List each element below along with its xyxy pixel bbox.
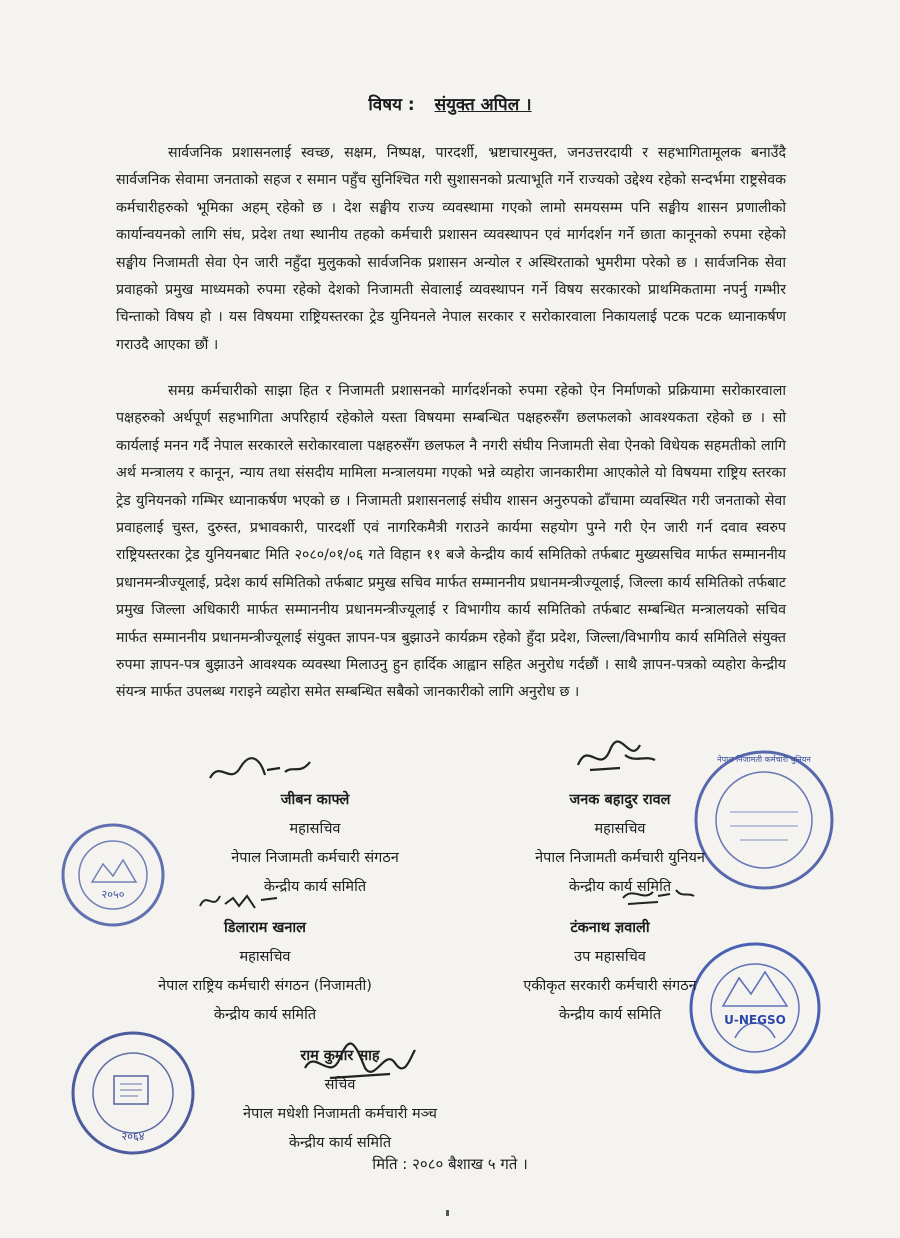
signatory-title: महासचिव [289,821,341,837]
signatory-name: जीबन काफ्ले [280,792,350,808]
signatory-committee: केन्द्रीय कार्य समिति [213,1007,317,1023]
signatory-title: सचिव [324,1077,356,1093]
seal-left-top-text: २०५० [101,888,125,901]
signatory-title: महासचिव [594,821,646,837]
signatory-committee: केन्द्रीय कार्य समिति [558,1007,662,1023]
signatory-block-3 [100,914,430,1030]
paragraph-2: समग्र कर्मचारीको साझा हित र निजामती प्रशासनको मार्गदर्शनको रुपमा रहेको ऐन निर्माणको प्रक्रियामा सरोकारवाला पक्षहरुको अर्थपूर्ण सहभागिता अपरिहार्य रहेकोले यस्ता विषयमा सम्बन्धित पक्षहरुसँग छलफलको आवश्यकता रहेको छ । सो कार्यलाई मनन गर्दै नेपाल सरकारले सरोकारवाला पक्षहरुसँग छलफल नै नगरी संघीय निजामती सेवा ऐनको विधेयक सहमतीको लागि अर्थ मन्त्रालय र कानून, न्याय तथा संसदीय मामिला मन्त्रालयमा गएको भन्ने व्यहोरा जानकारीमा आएकोले यो विषयमा राष्ट्रिय स्तरका ट्रेड युनियनको गम्भिर ध्यानाकर्षण भएको छ । निजामती प्रशासनलाई संघीय शासन अनुरुपको ढाँचामा व्यवस्थित गरी जनताको सेवा प्रवाहलाई चुस्त, दुरुस्त, प्रभावकारी, पारदर्शी एवं नागरिकमैत्री गराउने कार्यमा सहयोग पुग्ने गरी ऐन जारी गर्न दवाव स्वरुप राष्ट्रियस्तरका ट्रेड युनियनबाट मिति २०८०/०१/०६ गते विहान ११ बजे केन्द्रीय कार्य समितिको तर्फबाट मुख्यसचिव मार्फत सम्माननीय प्रधानमन्त्रीज्यूलाई, प्रदेश कार्य समितिको तर्फबाट प्रमुख सचिव मार्फत सम्माननीय प्रधानमन्त्रीज्यूलाई, जिल्ला कार्य समितिको तर्फबाट प्रमुख जिल्ला अधिकारी मार्फत सम्माननीय प्रधानमन्त्रीज्यूलाई र विभागीय कार्य समितिको तर्फबाट सम्बन्धित मन्त्रालयको सचिव मार्फत सम्माननीय प्रधानमन्त्रीज्यूलाई संयुक्त ज्ञापन-पत्र बुझाउने कार्यक्रम रहेको हुँदा प्रदेश, जिल्ला/विभागीय कार्य समितिले संयुक्त रुपमा ज्ञापन-पत्र बुझाउने आवश्यक व्यवस्था मिलाउनु हुन हार्दिक आह्वान सहित अनुरोध गर्दछौं । साथै ज्ञापन-पत्रको व्यहोरा केन्द्रीय संयन्त्र मार्फत उपलब्ध गराइने व्यहोरा समेत सम्बन्धित सबैको जानकारीको लागि अनुरोध छ । [116,383,786,701]
signatory-name: डिलाराम खनाल [224,920,306,936]
subject-title: संयुक्त अपिल । [434,95,532,115]
paragraph-1: सार्वजनिक प्रशासनलाई स्वच्छ, सक्षम, निष्पक्ष, पारदर्शी, भ्रष्टाचारमुक्त, जनउत्तरदायी र सहभागितामूलक बनाउँदै सार्वजनिक सेवामा जनताको सहज र समान पहुँच सुनिश्चित गरी सुशासनको प्रत्याभूति गर्ने राज्यको उद्देश्य रहेको सन्दर्भमा राष्ट्रसेवक कर्मचारीहरुको भूमिका अहम् रहेको छ । देश सङ्घीय राज्य व्यवस्थामा गएको लामो समयसम्म पनि सङ्घीय शासन प्रणालीको कार्यान्वयनको लागि संघ, प्रदेश तथा स्थानीय तहको कर्मचारी प्रशासन व्यवस्थापन एवं मार्गदर्शन गर्ने छाता कानूनको रुपमा रहेको सङ्घीय निजामती सेवा ऐन जारी नहुँदा मुलुकको सार्वजनिक प्रशासन अन्योल र अस्थिरताको भुमरीमा परेको छ । सार्वजनिक सेवा प्रवाहको प्रमुख माध्यमको रुपमा रहेको देशको निजामती सेवालाई व्यवस्थापन गर्ने विषय सरकारको प्राथमिकतामा नपर्नु गम्भीर चिन्ताको विषय हो । यस विषयमा राष्ट्रियस्तरका ट्रेड युनियनले नेपाल सरकार र सरोकारवाला निकायलाई पटक पटक ध्यानाकर्षण गराउदै आएका छौं । [116,145,786,353]
signatory-block-4 [440,914,780,1030]
signatory-org: नेपाल निजामती कर्मचारी युनियन [535,850,705,866]
signatory-block-5 [140,1042,540,1158]
signatory-org: नेपाल मधेशी निजामती कर्मचारी मञ्च [243,1106,437,1122]
signatory-org: एकीकृत सरकारी कर्मचारी संगठन [523,978,697,994]
signatory-block-2 [450,786,790,902]
seal-right-top-text: नेपाल निजामती कर्मचारी युनियन [717,755,811,764]
signatory-committee: केन्द्रीय कार्य समिति [288,1135,392,1151]
signatory-name: टंकनाथ ज्ञवाली [570,920,650,936]
subject-label: विषय : [368,95,415,115]
page-mark [446,1210,449,1216]
document-date: मिति : २०८० बैशाख ५ गते । [372,1155,528,1173]
signatory-title: उप महासचिव [574,949,646,965]
seal-left-bottom-text: २०६४ [121,1130,145,1143]
signature-jiban [205,750,315,790]
signatory-title: महासचिव [239,949,291,965]
signatory-org: नेपाल राष्ट्रिय कर्मचारी संगठन (निजामती) [158,978,372,994]
signatory-committee: केन्द्रीय कार्य समिति [263,879,367,895]
signature-janak [570,735,660,780]
seal-right-mid-text: U-NEGSO [724,1013,786,1027]
signatory-block-1 [150,786,480,902]
signatory-org: नेपाल निजामती कर्मचारी संगठन [231,850,399,866]
signatory-name: जनक बहादुर रावल [569,792,671,808]
signatory-committee: केन्द्रीय कार्य समिति [568,879,672,895]
subject-line [0,92,900,115]
signatory-name: राम कुमार साह [300,1048,380,1064]
